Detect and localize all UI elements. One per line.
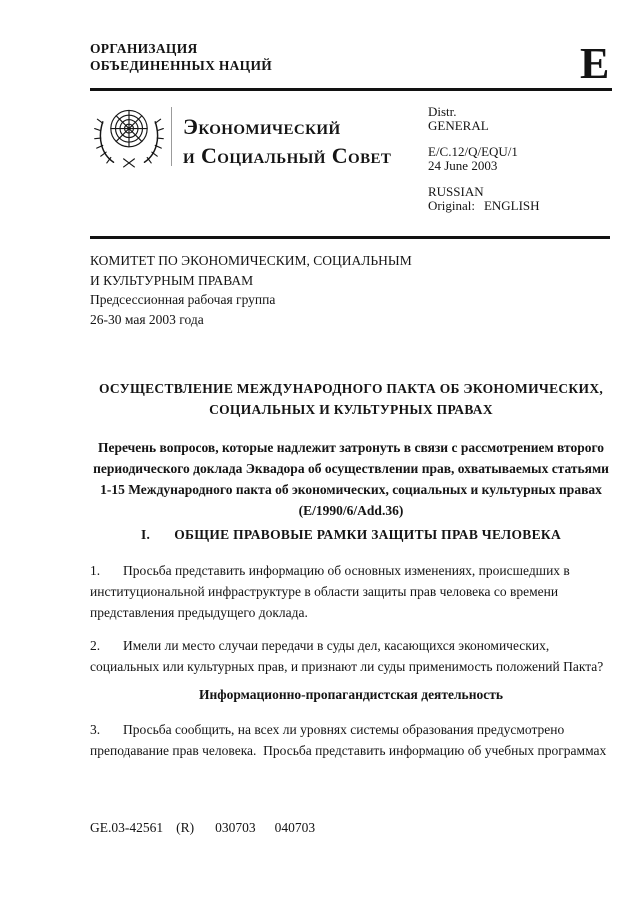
masthead-rule: [90, 236, 610, 239]
language-code: (R): [176, 820, 195, 835]
working-group-line: Предсессионная рабочая группа: [90, 292, 276, 307]
un-org-name: [90, 41, 272, 74]
doc-date: 24 June 2003: [428, 157, 498, 173]
paragraph-2: [90, 635, 614, 677]
paragraph-3-text: Просьба сообщить, на всех ли уровнях системы образования предусмотрено преподавание прав человека. Просьба представить информацию об учебных программах: [90, 722, 607, 758]
committee-line-1: КОМИТЕТ ПО ЭКОНОМИЧЕСКИМ, СОЦИАЛЬНЫМ: [90, 253, 412, 268]
paragraph-2-text: Имели ли место случаи передачи в суды дел, касающихся экономических, социальных или культурных прав, и признают ли суды применимость положений Пакта?: [90, 638, 604, 674]
committee-line-2: И КУЛЬТУРНЫМ ПРАВАМ: [90, 272, 254, 288]
org-line-1: ОРГАНИЗАЦИЯ: [90, 41, 198, 56]
paragraph-3: [90, 719, 614, 761]
ge-number: GE.03-42561: [90, 820, 164, 835]
footer-code-2: 040703: [274, 820, 316, 835]
paragraph-1-text: Просьба представить информацию об основных изменениях, происшедших в институциональной инфраструктуре в области защиты прав человека со времени представления предыдущего доклада.: [90, 563, 574, 620]
section-title: ОБЩИЕ ПРАВОВЫЕ РАМКИ ЗАЩИТЫ ПРАВ ЧЕЛОВЕКА: [174, 527, 562, 542]
section-heading: [90, 527, 612, 543]
council-line-2: и Социальный Совет: [183, 143, 392, 168]
doc-series-letter: E: [580, 39, 610, 88]
document-title: ОСУЩЕСТВЛЕНИЕ МЕЖДУНАРОДНОГО ПАКТА ОБ ЭКОНОМИЧЕСКИХ, СОЦИАЛЬНЫХ И КУЛЬТУРНЫХ ПРАВАХ: [98, 381, 604, 417]
original-value: ENGLISH: [483, 197, 540, 213]
council-name: [183, 112, 391, 170]
paragraph-1: [90, 560, 614, 623]
footer-code-1: 030703: [215, 820, 256, 835]
original-language: [428, 199, 540, 213]
emblem-divider: [171, 107, 172, 166]
council-line-1: Экономический: [183, 114, 341, 139]
document-subtitle: Перечень вопросов, которые надлежит затронуть в связи с рассмотрением второго периодического доклада Эквадора об осуществлении прав, охватываемых статьями 1-15 Международного пакта об экономических, социальных и культурных правах (E/1990/6/Add.36): [93, 440, 609, 518]
org-line-2: ОБЪЕДИНЕННЫХ НАЦИЙ: [90, 57, 273, 73]
un-emblem-icon: [92, 103, 166, 169]
footer-codes: [90, 820, 315, 836]
doc-language: RUSSIAN: [428, 184, 484, 199]
paragraph-3-number: 3.: [90, 722, 101, 737]
session-dates: 26-30 мая 2003 года: [90, 311, 204, 327]
section-numeral: I.: [140, 527, 151, 542]
paragraph-2-number: 2.: [90, 638, 101, 653]
header-rule: [90, 88, 612, 91]
subsection-heading: Информационно-пропагандистская деятельность: [198, 687, 503, 702]
paragraph-1-number: 1.: [90, 563, 101, 578]
distribution-block: [428, 105, 540, 225]
doc-number: E/C.12/Q/EQU/1: [428, 144, 518, 159]
distr-label: Distr.: [428, 104, 457, 119]
committee-block: [90, 251, 412, 329]
distr-value: GENERAL: [428, 117, 489, 133]
original-label: Original:: [428, 197, 475, 213]
